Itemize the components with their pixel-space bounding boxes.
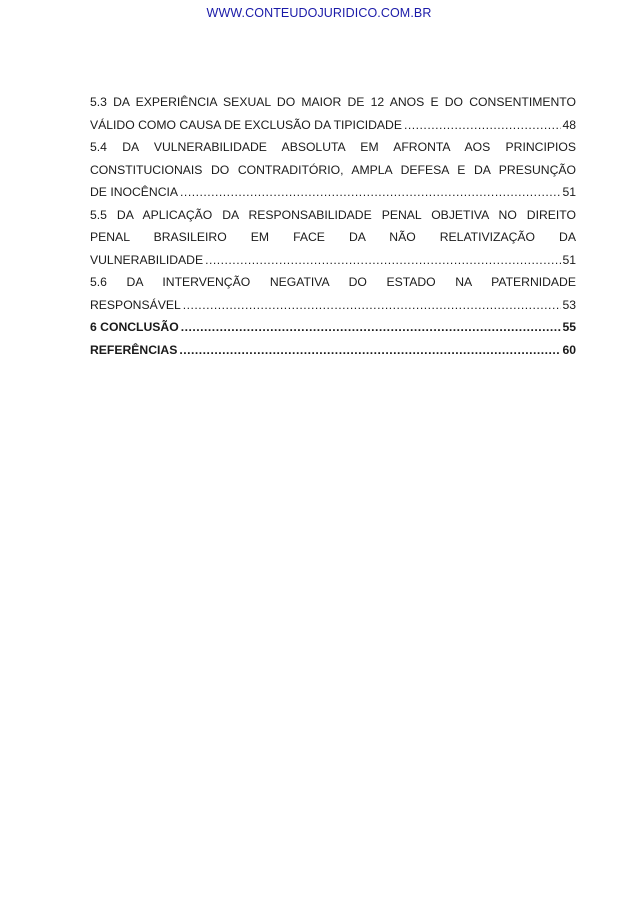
dot-leader	[180, 181, 561, 204]
toc-entry-leader-line	[90, 316, 576, 339]
toc-entry-leader-line	[90, 339, 576, 362]
toc-page-number: 51	[562, 252, 576, 267]
toc-page-number: 51	[562, 185, 576, 199]
toc-entry-line: 5.6 DA INTERVENÇÃO NEGATIVA DO ESTADO NA PATERNIDADE	[90, 275, 576, 289]
dot-leader	[183, 294, 562, 317]
toc-entry-leader-line	[90, 249, 576, 272]
site-link[interactable]: WWW.CONTEUDOJURIDICO.COM.BR	[206, 6, 432, 20]
table-of-contents	[90, 91, 576, 361]
toc-entry-5-4[interactable]	[90, 136, 576, 204]
dot-leader	[404, 114, 561, 137]
toc-entry-label: DE INOCÊNCIA	[90, 185, 179, 199]
dot-leader	[181, 316, 562, 339]
toc-entry-conclusao[interactable]	[90, 316, 576, 339]
toc-entry-leader-line	[90, 294, 576, 317]
toc-entry-5-3[interactable]	[90, 91, 576, 136]
toc-entry-label: REFERÊNCIAS	[90, 342, 178, 357]
toc-entry-5-6[interactable]	[90, 271, 576, 316]
toc-entry-label: 6 CONCLUSÃO	[90, 320, 179, 334]
toc-page-number: 55	[562, 320, 576, 334]
toc-entry-5-5[interactable]	[90, 204, 576, 272]
toc-entry-line: CONSTITUCIONAIS DO CONTRADITÓRIO, AMPLA DEFESA E DA PRESUNÇÃO	[90, 162, 576, 177]
site-header	[0, 6, 638, 20]
toc-entry-label: VÁLIDO COMO CAUSA DE EXCLUSÃO DA TIPICIDADE	[90, 117, 402, 132]
toc-entry-line: 5.5 DA APLICAÇÃO DA RESPONSABILIDADE PENAL OBJETIVA NO DIREITO	[90, 207, 576, 222]
toc-entry-line: 5.3 DA EXPERIÊNCIA SEXUAL DO MAIOR DE 12 ANOS E DO CONSENTIMENTO	[90, 95, 576, 109]
toc-page-number: 60	[562, 342, 576, 357]
toc-entry-line: PENAL BRASILEIRO EM FACE DA NÃO RELATIVIZAÇÃO DA	[90, 230, 576, 244]
toc-entry-leader-line	[90, 181, 576, 204]
toc-page-number: 48	[562, 117, 576, 132]
toc-entry-leader-line	[90, 114, 576, 137]
toc-entry-line: 5.4 DA VULNERABILIDADE ABSOLUTA EM AFRONTA AOS PRINCIPIOS	[90, 140, 576, 154]
dot-leader	[179, 339, 561, 362]
toc-entry-referencias[interactable]	[90, 339, 576, 362]
toc-entry-label: RESPONSÁVEL	[90, 297, 181, 312]
toc-entry-label: VULNERABILIDADE	[90, 252, 204, 267]
dot-leader	[205, 249, 561, 272]
toc-page-number: 53	[562, 297, 576, 312]
